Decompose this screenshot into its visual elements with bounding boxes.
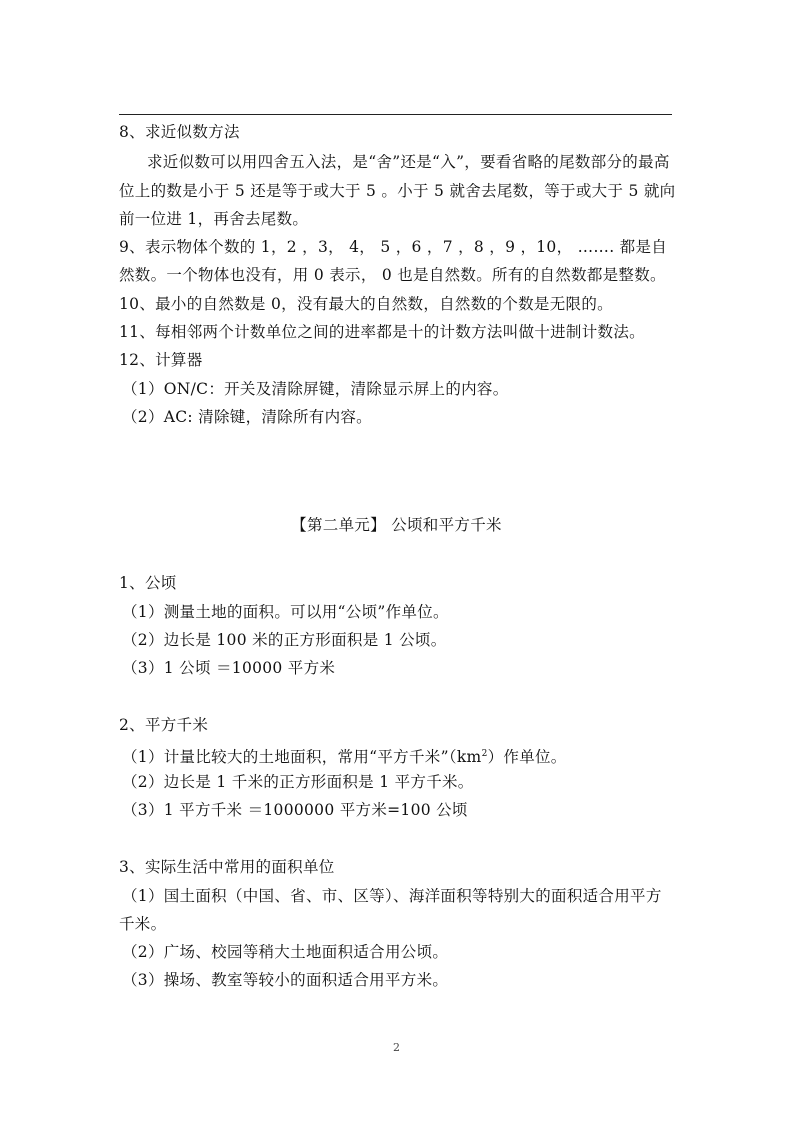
topic2-heading: 2、平方千米 — [119, 716, 209, 734]
topic2-item-3: （3）1 平方千米 ＝1000000 平方米=100 公顷 — [122, 801, 468, 819]
unit2-title: 【第二单元】 公顷和平方千米 — [291, 516, 502, 534]
topic3-item-2: （2）广场、校园等稍大土地面积适合用公顷。 — [122, 943, 449, 961]
topic1-item-1: （1）测量土地的面积。可以用“公顷”作单位。 — [122, 603, 449, 621]
topic1-item-3: （3）1 公顷 ＝10000 平方米 — [122, 659, 336, 677]
section12-heading: 12、计算器 — [119, 351, 203, 369]
topic1-item-2: （2）边长是 100 米的正方形面积是 1 公顷。 — [122, 631, 447, 649]
section8-para-line3: 前一位进 1，再舍去尾数。 — [119, 210, 309, 228]
section9-line1: 9、表示物体个数的 1，2 ，3， 4， 5 ，6 ，7 ，8 ，9 ，10， ……. 都是自 — [119, 238, 668, 256]
topic3-item-1-line1: （1）国土面积（中国、省、市、区等）、海洋面积等特别大的面积适合用平方 — [122, 887, 662, 905]
section8-heading: 8、求近似数方法 — [119, 123, 240, 141]
topic2-item-1 — [122, 744, 567, 767]
header-rule — [119, 114, 672, 115]
page-number: 2 — [393, 1041, 400, 1054]
topic3-heading: 3、实际生活中常用的面积单位 — [119, 858, 335, 876]
topic2-item-1-prefix: （1）计量比较大的土地面积，常用“平方千米”（km — [122, 748, 482, 767]
section10-line: 10、最小的自然数是 0，没有最大的自然数，自然数的个数是无限的。 — [119, 295, 613, 313]
section8-para-line2: 位上的数是小于 5 还是等于或大于 5 。小于 5 就舍去尾数，等于或大于 5 就向 — [119, 182, 676, 200]
topic2-item-1-suffix: ）作单位。 — [487, 748, 567, 767]
topic3-item-3: （3）操场、教室等较小的面积适合用平方米。 — [122, 971, 449, 989]
section9-line2: 然数。一个物体也没有，用 0 表示， 0 也是自然数。所有的自然数都是整数。 — [119, 266, 666, 284]
section8-para-line1: 求近似数可以用四舍五入法，是“舍”还是“入”，要看省略的尾数部分的最高 — [147, 153, 670, 171]
section12-item-2: （2）AC: 清除键，清除所有内容。 — [122, 408, 372, 426]
topic1-heading: 1、公顷 — [119, 574, 177, 592]
section11-line: 11、每相邻两个计数单位之间的进率都是十的计数方法叫做十进制计数法。 — [119, 323, 645, 341]
superscript-2: 2 — [481, 749, 488, 759]
topic3-item-1-line2: 千米。 — [119, 915, 167, 933]
section12-item-1: （1）ON/C：开关及清除屏键，清除显示屏上的内容。 — [122, 380, 509, 398]
topic2-item-2: （2）边长是 1 千米的正方形面积是 1 平方千米。 — [122, 773, 474, 791]
